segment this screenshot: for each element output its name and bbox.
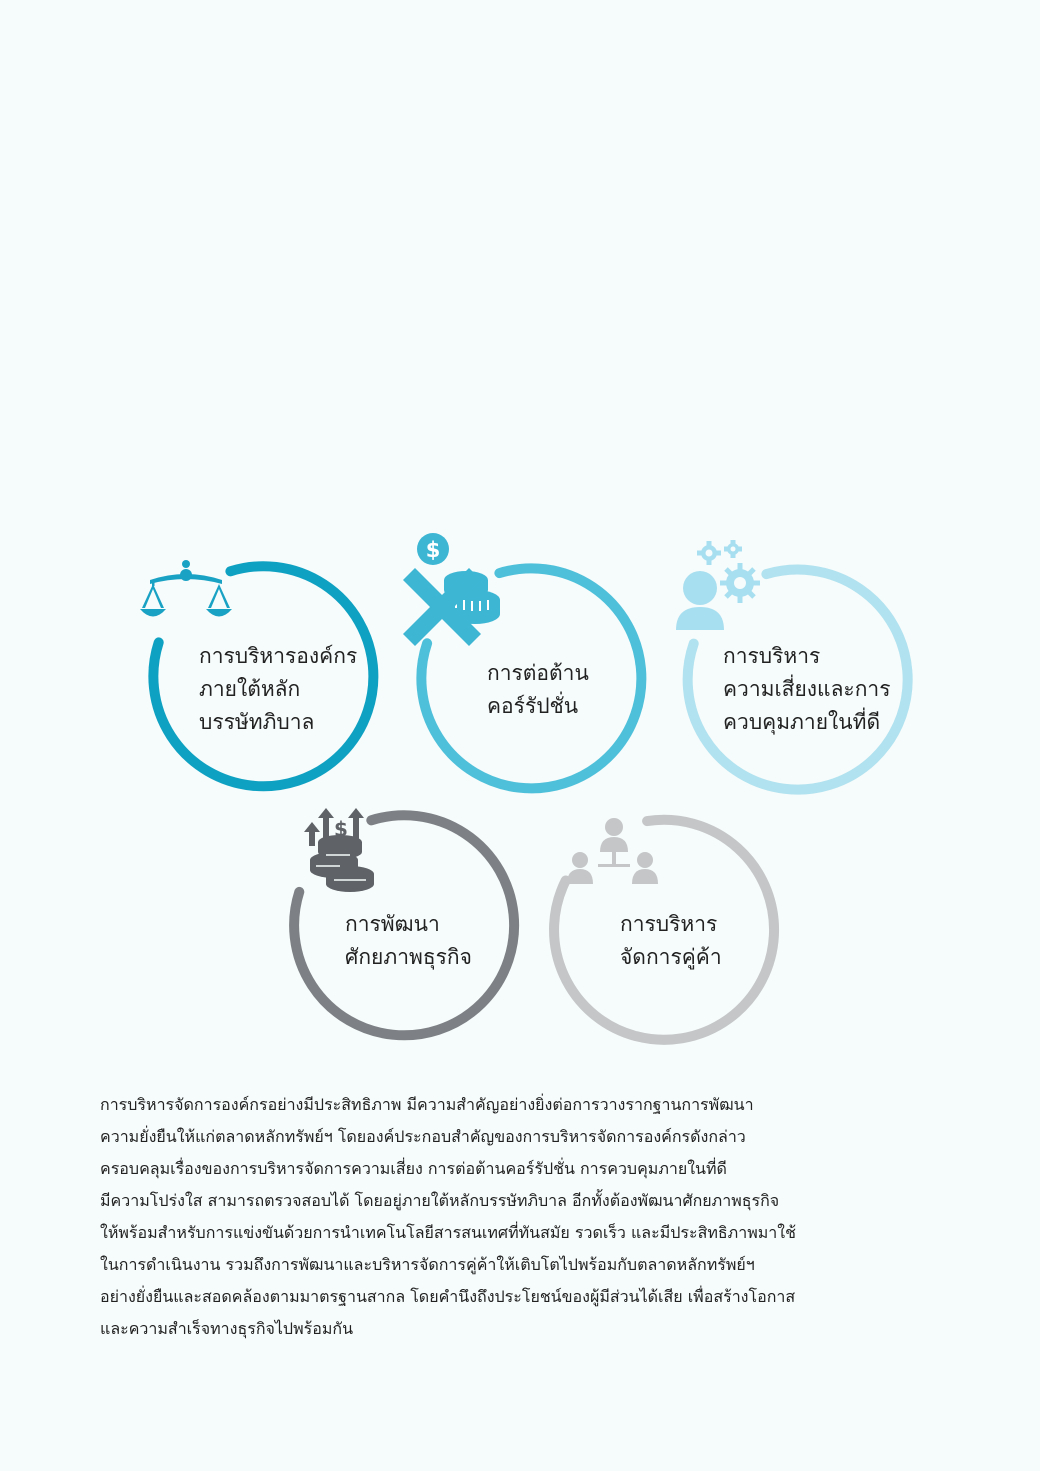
svg-text:$: $ bbox=[425, 538, 441, 562]
business-label bbox=[345, 908, 472, 974]
svg-text:$: $ bbox=[334, 817, 348, 841]
paragraph-line: ครอบคลุมเรื่องของการบริหารจัดการความเสี่ยง การต่อต้านคอร์รัปชั่น การควบคุมภายในที่ดี bbox=[100, 1159, 727, 1178]
paragraph-line: มีความโปร่งใส สามารถตรวจสอบได้ โดยอยู่ภายใต้หลักบรรษัทภิบาล อีกทั้งต้องพัฒนาศักยภาพธุรกิจ bbox=[100, 1191, 780, 1210]
paragraph-line: ให้พร้อมสำหรับการแข่งขันด้วยการนำเทคโนโลยีสารสนเทศที่ทันสมัย รวดเร็ว และมีประสิทธิภาพมาใช้ bbox=[100, 1223, 796, 1242]
risk-label-line: ความเสี่ยงและการ bbox=[723, 677, 891, 701]
anticorruption-label-line: คอร์รัปชั่น bbox=[487, 694, 579, 718]
governance-label-line: การบริหารองค์กร bbox=[199, 644, 358, 668]
paragraph-line: ในการดำเนินงาน รวมถึงการพัฒนาและบริหารจัดการคู่ค้าให้เติบโตไปพร้อมกับตลาดหลักทรัพย์ฯ bbox=[100, 1255, 755, 1274]
partner-label-line: จัดการคู่ค้า bbox=[620, 945, 722, 969]
business-label-line: ศักยภาพธุรกิจ bbox=[345, 945, 472, 969]
governance-label-line: ภายใต้หลัก bbox=[199, 677, 301, 701]
paragraph-line: อย่างยั่งยืนและสอดคล้องตามมาตรฐานสากล โดยคำนึงถึงประโยชน์ของผู้มีส่วนได้เสีย เพื่อสร้างโอกาส bbox=[100, 1287, 796, 1306]
business-label-line: การพัฒนา bbox=[345, 912, 440, 936]
money-cross-icon bbox=[403, 533, 500, 646]
paragraph-line: การบริหารจัดการองค์กรอย่างมีประสิทธิภาพ มีความสำคัญอย่างยิ่งต่อการวางรากฐานการพัฒนา bbox=[100, 1095, 754, 1114]
person-gears-icon bbox=[676, 540, 760, 630]
risk-label-line: การบริหาร bbox=[723, 644, 821, 668]
anticorruption-label-line: การต่อต้าน bbox=[487, 661, 589, 685]
paragraph-line: และความสำเร็จทางธุรกิจไปพร้อมกัน bbox=[100, 1319, 354, 1338]
partner-label-line: การบริหาร bbox=[620, 912, 718, 936]
risk-label bbox=[723, 640, 891, 739]
paragraph-line: ความยั่งยืนให้แก่ตลาดหลักทรัพย์ฯ โดยองค์ประกอบสำคัญของการบริหารจัดการองค์กรดังกล่าว bbox=[100, 1127, 746, 1146]
scale-icon bbox=[140, 560, 232, 617]
anticorruption-label bbox=[487, 657, 589, 723]
partner-label bbox=[620, 908, 722, 974]
governance-label-line: บรรษัทภิบาล bbox=[199, 710, 315, 734]
risk-label-line: ควบคุมภายในที่ดี bbox=[723, 710, 881, 734]
governance-label bbox=[199, 640, 357, 739]
people-network-icon bbox=[567, 818, 658, 884]
description-paragraph bbox=[100, 1089, 980, 1345]
